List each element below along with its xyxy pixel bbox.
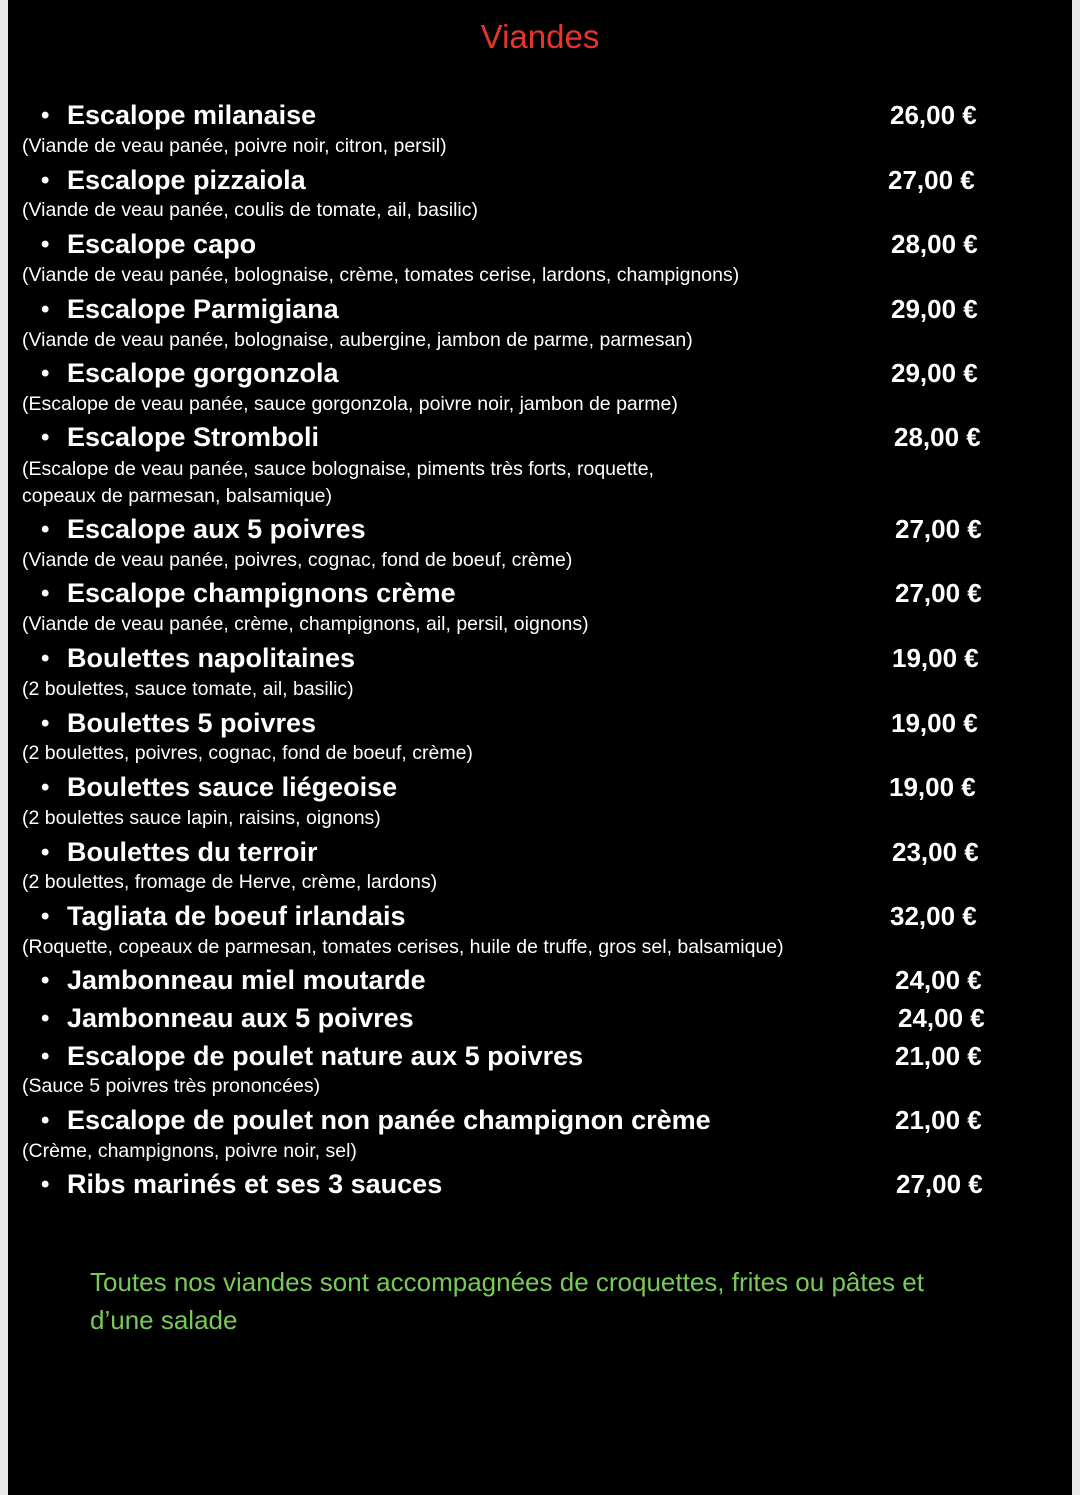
bullet-icon: • [41, 102, 50, 129]
menu-item [8, 771, 1072, 805]
menu-item-price: 29,00 € [891, 358, 978, 388]
menu-item-price: 32,00 € [890, 901, 977, 931]
menu-item-description: (Roquette, copeaux de parmesan, tomates cerises, huile de truffe, gros sel, balsamique) [22, 936, 784, 958]
menu-item [8, 964, 1072, 998]
menu-item-price: 23,00 € [892, 837, 979, 867]
menu-item-price: 27,00 € [896, 1169, 983, 1199]
menu-item [8, 900, 1072, 934]
bullet-icon: • [41, 967, 50, 994]
menu-item [8, 836, 1072, 870]
menu-item-description: (Sauce 5 poivres très prononcées) [22, 1075, 321, 1097]
menu-item-description: (Viande de veau panée, poivres, cognac, fond de boeuf, crème) [22, 549, 573, 571]
menu-item [8, 1002, 1072, 1036]
bullet-icon: • [41, 1005, 50, 1032]
bullet-icon: • [41, 296, 50, 323]
bullet-icon: • [41, 167, 50, 194]
menu-item-name: Tagliata de boeuf irlandais [67, 901, 406, 931]
menu-item-description: (Viande de veau panée, poivre noir, citron, persil) [22, 135, 447, 157]
menu-item-description: (Viande de veau panée, bolognaise, crème, tomates cerise, lardons, champignons) [22, 264, 740, 286]
menu-page [8, 0, 1072, 1495]
menu-item-name: Escalope de poulet non panée champignon crème [67, 1105, 711, 1135]
page-title: Viandes [480, 18, 600, 55]
menu-item-name: Escalope Stromboli [67, 422, 320, 452]
menu-item [8, 1168, 1072, 1202]
menu-item-price: 19,00 € [891, 708, 978, 738]
menu-item-name: Escalope capo [67, 229, 257, 259]
bullet-icon: • [41, 774, 50, 801]
menu-item-description: (Viande de veau panée, coulis de tomate, ail, basilic) [22, 199, 479, 221]
menu-item [8, 99, 1072, 133]
bullet-icon: • [41, 1043, 50, 1070]
bullet-icon: • [41, 360, 50, 387]
menu-item-description: (Viande de veau panée, crème, champignons, ail, persil, oignons) [22, 613, 589, 635]
menu-item-name: Boulettes napolitaines [67, 643, 356, 673]
menu-item [8, 228, 1072, 262]
bullet-icon: • [41, 645, 50, 672]
menu-item-name: Ribs marinés et ses 3 sauces [67, 1169, 443, 1199]
menu-item-price: 21,00 € [895, 1041, 982, 1071]
menu-item-name: Jambonneau miel moutarde [67, 965, 426, 995]
bullet-icon: • [41, 580, 50, 607]
menu-item-description: (2 boulettes, fromage de Herve, crème, lardons) [22, 871, 438, 893]
menu-item [8, 642, 1072, 676]
menu-item [8, 707, 1072, 741]
footer-note: Toutes nos viandes sont accompagnées de croquettes, frites ou pâtes et d’une salade [90, 1267, 924, 1335]
menu-item-price: 26,00 € [890, 100, 977, 130]
menu-item-name: Escalope gorgonzola [67, 358, 339, 388]
menu-item-name: Boulettes du terroir [67, 837, 318, 867]
menu-item [8, 1104, 1072, 1138]
menu-item-name: Escalope de poulet nature aux 5 poivres [67, 1041, 584, 1071]
menu-item-price: 21,00 € [895, 1105, 982, 1135]
menu-item [8, 293, 1072, 327]
menu-item-price: 29,00 € [891, 294, 978, 324]
menu-item-description: (Escalope de veau panée, sauce gorgonzola, poivre noir, jambon de parme) [22, 393, 678, 415]
bullet-icon: • [41, 903, 50, 930]
menu-item [8, 577, 1072, 611]
menu-item-price: 27,00 € [888, 165, 975, 195]
menu-item-description: (Viande de veau panée, bolognaise, aubergine, jambon de parme, parmesan) [22, 329, 693, 351]
menu-item [8, 164, 1072, 198]
bullet-icon: • [41, 710, 50, 737]
menu-item-price: 19,00 € [889, 772, 976, 802]
menu-item-name: Escalope milanaise [67, 100, 317, 130]
menu-item-name: Escalope pizzaiola [67, 165, 306, 195]
menu-item [8, 513, 1072, 547]
menu-item [8, 357, 1072, 391]
menu-item-name: Escalope Parmigiana [67, 294, 339, 324]
bullet-icon: • [41, 424, 50, 451]
menu-item [8, 421, 1072, 455]
menu-item-price: 19,00 € [892, 643, 979, 673]
menu-item-price: 28,00 € [891, 229, 978, 259]
menu-item-price: 24,00 € [898, 1003, 985, 1033]
bullet-icon: • [41, 516, 50, 543]
bullet-icon: • [41, 231, 50, 258]
menu-item-name: Escalope aux 5 poivres [67, 514, 366, 544]
bullet-icon: • [41, 839, 50, 866]
menu-item-price: 27,00 € [895, 578, 982, 608]
menu-list [8, 0, 1072, 1240]
menu-item-name: Escalope champignons crème [67, 578, 456, 608]
menu-item-description: (2 boulettes sauce lapin, raisins, oignons) [22, 807, 381, 829]
bullet-icon: • [41, 1107, 50, 1134]
menu-item-name: Boulettes sauce liégeoise [67, 772, 398, 802]
menu-item [8, 1040, 1072, 1074]
menu-item-price: 28,00 € [894, 422, 981, 452]
menu-item-name: Jambonneau aux 5 poivres [67, 1003, 414, 1033]
menu-item-price: 27,00 € [895, 514, 982, 544]
menu-item-description: (Crème, champignons, poivre noir, sel) [22, 1140, 357, 1162]
menu-item-name: Boulettes 5 poivres [67, 708, 317, 738]
menu-item-description: (2 boulettes, sauce tomate, ail, basilic) [22, 678, 354, 700]
menu-item-price: 24,00 € [895, 965, 982, 995]
menu-item-description: (2 boulettes, poivres, cognac, fond de boeuf, crème) [22, 742, 473, 764]
bullet-icon: • [41, 1171, 50, 1198]
menu-item-description: (Escalope de veau panée, sauce bolognaise, piments très forts, roquette, copeaux de parmesan, balsamique) [22, 458, 654, 507]
